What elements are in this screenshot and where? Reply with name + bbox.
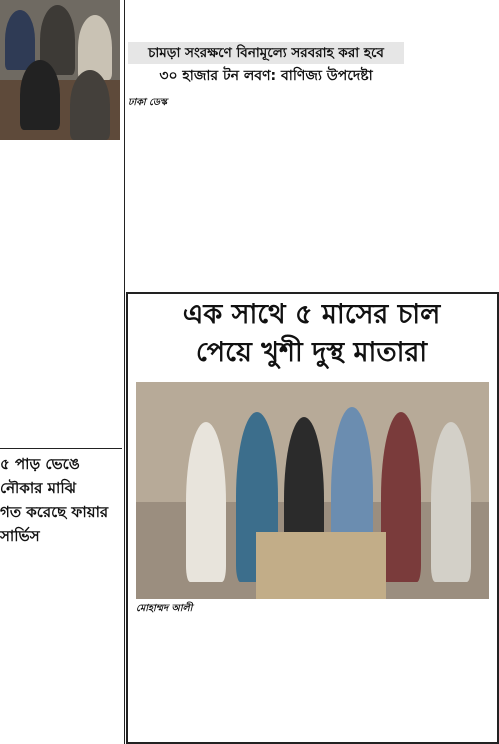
- top-story-byline: ঢাকা ডেস্ক: [128, 97, 167, 108]
- left-photo: [0, 0, 120, 140]
- bottom-story-headline: [130, 296, 493, 374]
- right-column-text-top: [407, 0, 497, 40]
- top-strip-col3: [312, 0, 402, 40]
- left-story-headline: [0, 452, 122, 545]
- bottom-story-byline: মোহাম্মদ আলী: [136, 603, 193, 614]
- top-story-col1: [128, 96, 250, 288]
- top-story-headline: [128, 42, 404, 94]
- bottom-story-col3: [378, 602, 490, 736]
- top-strip-col1: [128, 0, 216, 40]
- top-story-col2: [254, 96, 404, 288]
- right-column-text: [407, 40, 497, 288]
- bottom-story-col2: [258, 602, 374, 736]
- left-headline-line1: ৫ পাড় ভেঙে নৌকার মাঝি: [0, 455, 80, 497]
- column-divider: [124, 0, 125, 744]
- bottom-story-col1: [136, 602, 254, 736]
- top-strip-col2: [220, 0, 308, 40]
- bottom-headline-line1: এক সাথে ৫ মাসের চাল: [182, 299, 441, 330]
- left-story-body-2: [3, 505, 121, 741]
- top-headline-line1: চামড়া সংরক্ষণে বিনামূল্যে সরবরাহ করা হবে: [128, 42, 404, 64]
- bottom-headline-line2: পেয়ে খুশী দুস্থ মাতারা: [195, 337, 428, 368]
- left-headline-line2: গত করেছে ফায়ার সার্ভিস: [0, 503, 109, 545]
- top-headline-line2: ৩০ হাজার টন লবণ: বাণিজ্য উপদেষ্টা: [159, 68, 373, 84]
- left-story-body-1: [3, 142, 121, 442]
- left-rule: [0, 448, 122, 449]
- bottom-story-photo: [136, 382, 489, 599]
